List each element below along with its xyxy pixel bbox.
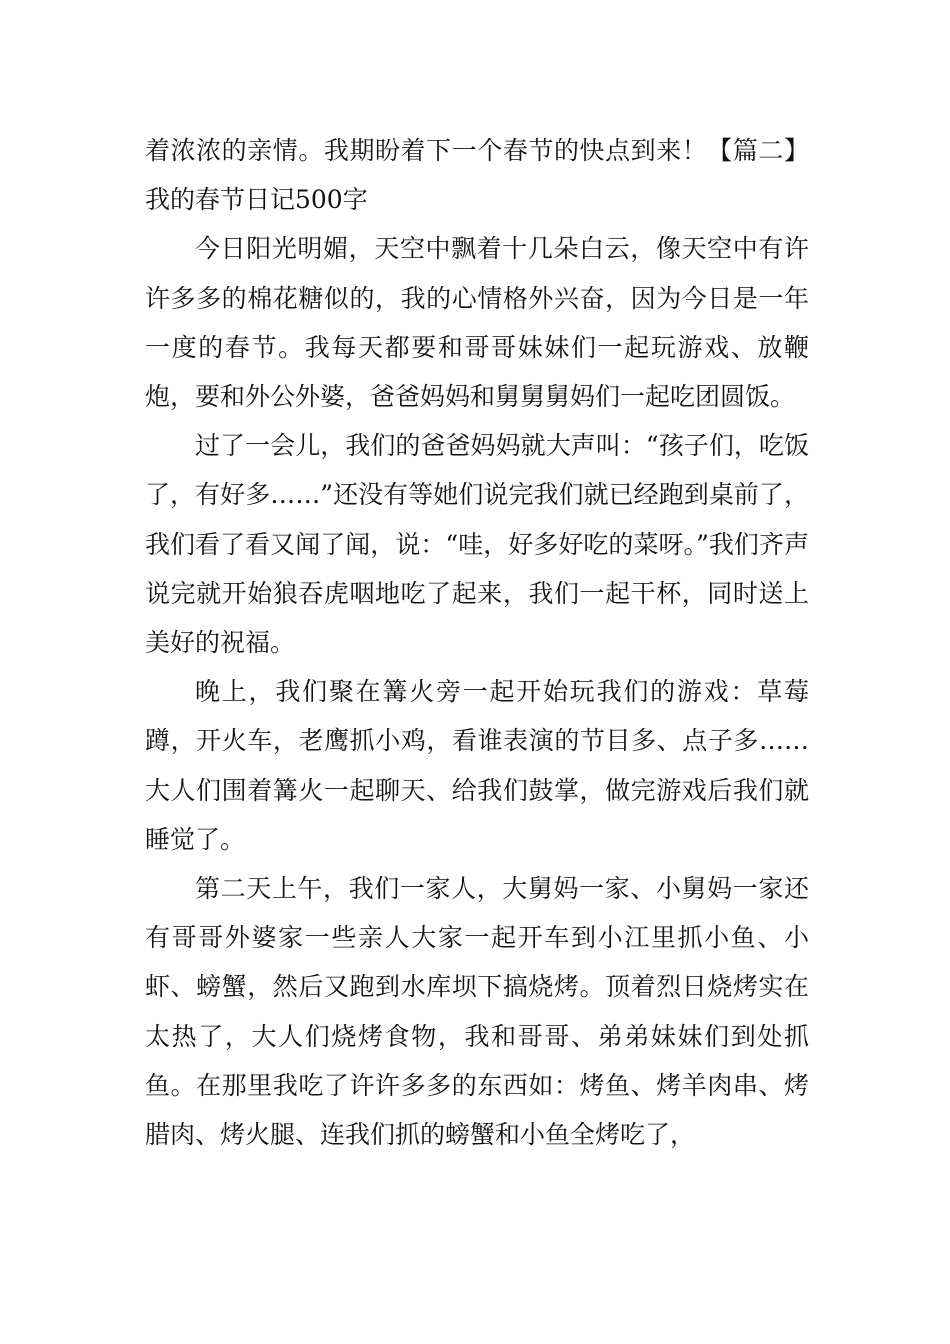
paragraph-1: 着浓浓的亲情。我期盼着下一个春节的快点到来！【篇二】我的春节日记500字 <box>145 136 809 215</box>
paragraph-3: 过了一会儿，我们的爸爸妈妈就大声叫：“孩子们，吃饭了，有好多……”还没有等她们说完我们就已经跑到桌前了，我们看了看又闻了闻，说：“哇，好多好吃的菜呀。”我们齐声说完就开始狼吞虎咽地吃了起来，我们一起干杯，同时送上美好的祝福。 <box>145 431 809 658</box>
paragraph-2: 今日阳光明媚，天空中飘着十几朵白云，像天空中有许许多多的棉花糖似的，我的心情格外兴奋，因为今日是一年一度的春节。我每天都要和哥哥妹妹们一起玩游戏、放鞭炮，要和外公外婆，爸爸妈妈和舅舅舅妈们一起吃团圆饭。 <box>145 234 809 412</box>
paragraph-5: 第二天上午，我们一家人，大舅妈一家、小舅妈一家还有哥哥外婆家一些亲人大家一起开车到小江里抓小鱼、小虾、螃蟹，然后又跑到水库坝下搞烧烤。顶着烈日烧烤实在太热了，大人们烧烤食物，我和哥哥、弟弟妹妹们到处抓鱼。在那里我吃了许许多多的东西如：烤鱼、烤羊肉串、烤腊肉、烤火腿、连我们抓的螃蟹和小鱼全烤吃了， <box>145 874 809 1150</box>
document-body <box>145 126 809 1159</box>
paragraph-4: 晚上，我们聚在篝火旁一起开始玩我们的游戏：草莓蹲，开火车，老鹰抓小鸡，看谁表演的节目多、点子多……大人们围着篝火一起聊天、给我们鼓掌，做完游戏后我们就睡觉了。 <box>145 677 809 854</box>
